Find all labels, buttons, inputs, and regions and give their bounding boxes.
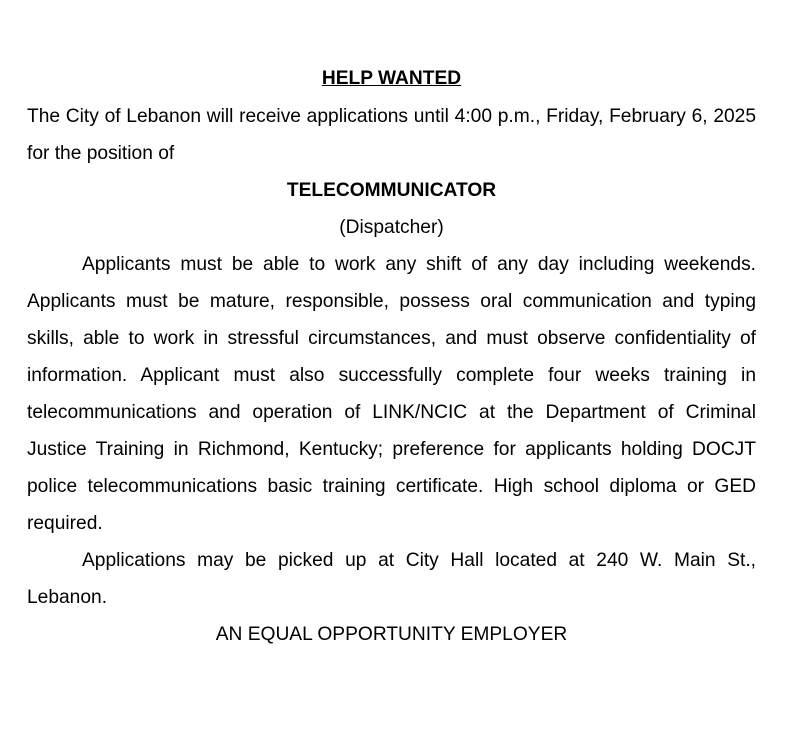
pickup-paragraph: Applications may be picked up at City Hall located at 240 W. Main St., Lebanon. xyxy=(27,550,756,608)
notice-heading: HELP WANTED xyxy=(321,68,462,89)
help-wanted-notice xyxy=(27,64,756,653)
position-title: TELECOMMUNICATOR xyxy=(286,180,497,201)
requirements-paragraph: Applicants must be able to work any shift of any day including weekends. Applicants must be mature, responsible, possess oral communication and typing skills, able to work in stressful circumstances, and must observe confidentiality of information. Applicant must also successfully complete four weeks training in telecommunications and operation of LINK/NCIC at the Department of Criminal Justice Training in Richmond, Kentucky; preference for applicants holding DOCJT police telecommunications basic training certificate. High school diploma or GED required. xyxy=(27,254,756,534)
intro-paragraph: The City of Lebanon will receive applications until 4:00 p.m., Friday, February 6, 2025 for the position of xyxy=(27,106,756,164)
equal-opportunity-footer: AN EQUAL OPPORTUNITY EMPLOYER xyxy=(215,624,568,645)
position-subtitle: (Dispatcher) xyxy=(339,217,444,238)
